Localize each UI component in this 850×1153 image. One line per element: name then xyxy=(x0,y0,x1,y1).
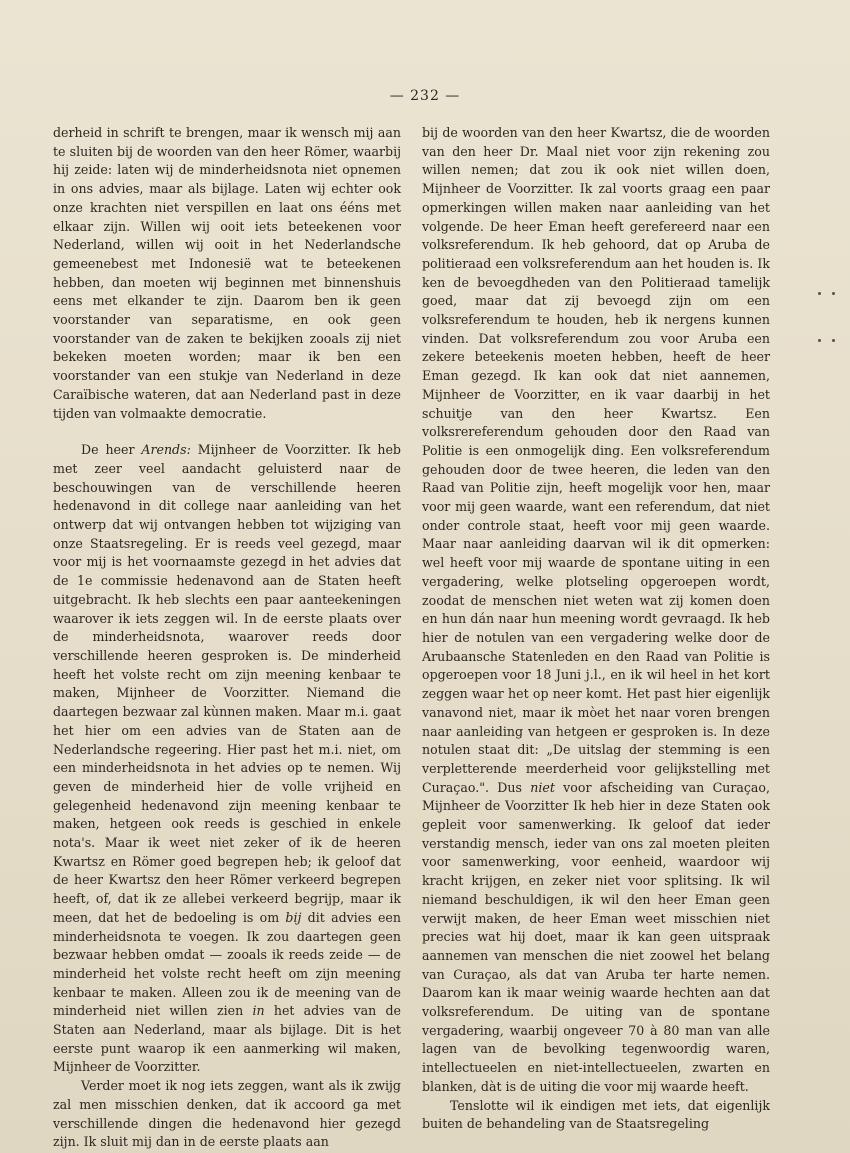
paragraph-arends xyxy=(53,441,401,1077)
paragraph-continuation: derheid in schrift te brengen, maar ik wensch mij aan te sluiten bij de woorden van den heer Römer, waarbij hij zeide: laten wij de minderheidsnota niet opnemen in ons advies, maar als bijlage. Laten wij echter ook onze krachten niet verspillen en laat ons ééns met elkaar zijn. Willen wij ooit iets beteekenen voor Nederland, willen wij ooit in het Nederlandsche gemeenebest met Indonesië wat te beteekenen hebben, dan moeten wij beginnen met binnenshuis eens met elkander te zijn. Daarom ben ik geen voorstander van separatisme, en ook geen voorstander van de zaken te bekijken zooals zij niet bekeken moeten worden; maar ik ben een voorstander van een stukje van Nederland in deze Caraïbische wateren, dat aan Nederland past in deze tijden van volmaakte democratie. xyxy=(53,125,401,421)
emphasis-bij: bij xyxy=(285,909,302,925)
print-speck xyxy=(832,292,835,295)
paragraph-text-2: dit advies een minderheidsnota te voegen. Ik zou daartegen geen bezwaar hebben omdat — zooals ik reeds zeide — de minderheid het volste recht heeft om zijn meening kenbaar te maken. Alleen zou ik de meening van de minderheid niet willen zien xyxy=(53,909,402,1019)
paragraph-verder: Verder moet ik nog iets zeggen, want als ik zwijg zal men misschien denken, dat ik accoord ga met verschillende dingen die hedenavond hier gezegd zijn. Ik sluit mij dan in de eerste plaats aan xyxy=(53,1078,401,1150)
paragraph-intro: De heer xyxy=(81,442,142,458)
emphasis-in: in xyxy=(252,1003,265,1019)
left-column xyxy=(53,124,401,1152)
paragraph-text: Mijnheer de Voorzitter. Ik heb met zeer veel aandacht geluisterd naar de beschouwingen van de verschillende heeren hedenavond in dit college naar aanleiding van het ontwerp dat wij ontvangen hebben tot wijziging van onze Staatsregeling. Er is reeds veel gezegd, maar voor mij is het voornaamste gezegd in het advies dat de 1e commissie hedenavond aan de Staten heeft uitgebracht. Ik heb slechts een paar aanteekeningen waarover ik iets zeggen wil. In de eerste plaats over de minderheidsnota, waarover reeds door verschillende heeren gesproken is. De minderheid heeft het volste recht om zijn meening kenbaar te maken, Mijnheer de Voorzitter. Niemand die daartegen bezwaar zal kùnnen maken. Maar m.i. gaat het hier om een advies van de Staten aan de Nederlandsche regeering. Hier past het m.i. niet, om een minderheidsnota in het advies op te nemen. Wij geven de minderheid hier de volle vrijheid en gelegenheid hedenavond zijn meening kenbaar te maken, hetgeen ook reeds is geschied in enkele nota's. Maar ik weet niet zeker of ik de heeren Kwartsz en Römer goed begrepen heb; ik geloof dat de heer Kwartsz den heer Römer verkeerd begrepen heeft, of, dat ik ze allebei verkeerd begrijp, maar ik meen, dat het de bedoeling is om xyxy=(53,442,401,925)
paragraph-text-3: het advies van de Staten aan Nederland, maar als bijlage. Dit is het eerste punt waarop ik een aanmerking wil maken, Mijnheer de Voorzitter. xyxy=(53,1003,401,1075)
emphasis-niet: niet xyxy=(530,779,555,795)
print-speck xyxy=(832,339,835,342)
right-column xyxy=(422,124,770,1134)
print-speck xyxy=(818,339,821,342)
speaker-name: Arends: xyxy=(141,442,191,458)
paragraph-continuation-right xyxy=(422,124,770,1097)
print-speck xyxy=(818,292,821,295)
paragraph-text-a: bij de woorden van den heer Kwartsz, die de woorden van den heer Dr. Maal niet voor zijn rekening zou willen nemen; dat zou ik ook niet willen doen, Mijnheer de Voorzitter. Ik zal voorts graag een paar opmerkingen willen maken naar aanleiding van het volgende. De heer Eman heeft gerefereerd naar een volksreferendum. Ik heb gehoord, dat op Aruba de politieraad een volksreferendum aan het houden is. Ik ken de bevoegdheden van den Politieraad tamelijk goed, maar dat zij bevoegd zijn om een volksreferendum te houden, heb ik nergens kunnen vinden. Dat volksreferendum zou voor Aruba een zekere beteekenis moeten hebben, heeft de heer Eman gezegd. Ik kan ook dat niet aannemen, Mijnheer de Voorzitter, en ik vaar daarbij in het schuitje van den heer Kwartsz. Een volksrereferendum gehouden door den Raad van Politie is een onmogelijk ding. Een volksreferendum gehouden door de twee heeren, die leden van den Raad van Politie zijn, heeft mogelijk voor hen, maar voor mij geen waarde, want een referendum, dat niet onder controle staat, heeft voor mij geen waarde. Maar naar aanleiding daarvan wil ik dit opmerken: wel heeft voor mij waarde de spontane uiting in een vergadering, welke plotseling opgeroepen wordt, zoodat de menschen niet weten wat zij komen doen en hun dán naar hun meening wordt gevraagd. Ik heb hier de notulen van een vergadering welke door de Arubaansche Statenleden en den Raad van Politie is opgeroepen voor 18 Juni j.l., en ik wil heel in het kort zeggen waar het op neer komt. Het past hier eigenlijk vanavond niet, maar ik mòet het naar voren brengen naar aanleiding van hetgeen er gesproken is. In deze notulen staat dit: „De uitslag der stemming is een verpletterende meerderheid voor gelijkstelling met Curaçao.". Dus xyxy=(422,125,770,795)
paragraph-tenslotte: Tenslotte wil ik eindigen met iets, dat eigenlijk buiten de behandeling van de Staatsregeling xyxy=(422,1097,770,1132)
page-number: — 232 — xyxy=(389,88,461,104)
paragraph-text-b: voor afscheiding van Curaçao, Mijnheer de Voorzitter Ik heb hier in deze Staten ook gepleit voor samenwerking. Ik geloof dat ieder verstandig mensch, ieder van ons zal moeten pleiten voor samenwerking, voor eenheid, waardoor wij kracht krijgen, en zeker niet voor splitsing. Ik wil niemand beschuldigen, ik wil den heer Eman geen verwijt maken, de heer Eman weet misschien niet precies wat hij doet, maar ik kan geen uitspraak aannemen van menschen die niet zoowel het belang van Curaçao, als dat van Aruba ter harte nemen. Daarom kan ik maar weinig waarde hechten aan dat volksreferendum. De uiting van de spontane vergadering, waarbij ongeveer 70 à 80 man van alle lagen van de bevolking tegenwoordig waren, intellectueelen en niet-intellectueelen, zwarten en blanken, dàt is de uiting die voor mij waarde heeft. xyxy=(422,779,770,1094)
